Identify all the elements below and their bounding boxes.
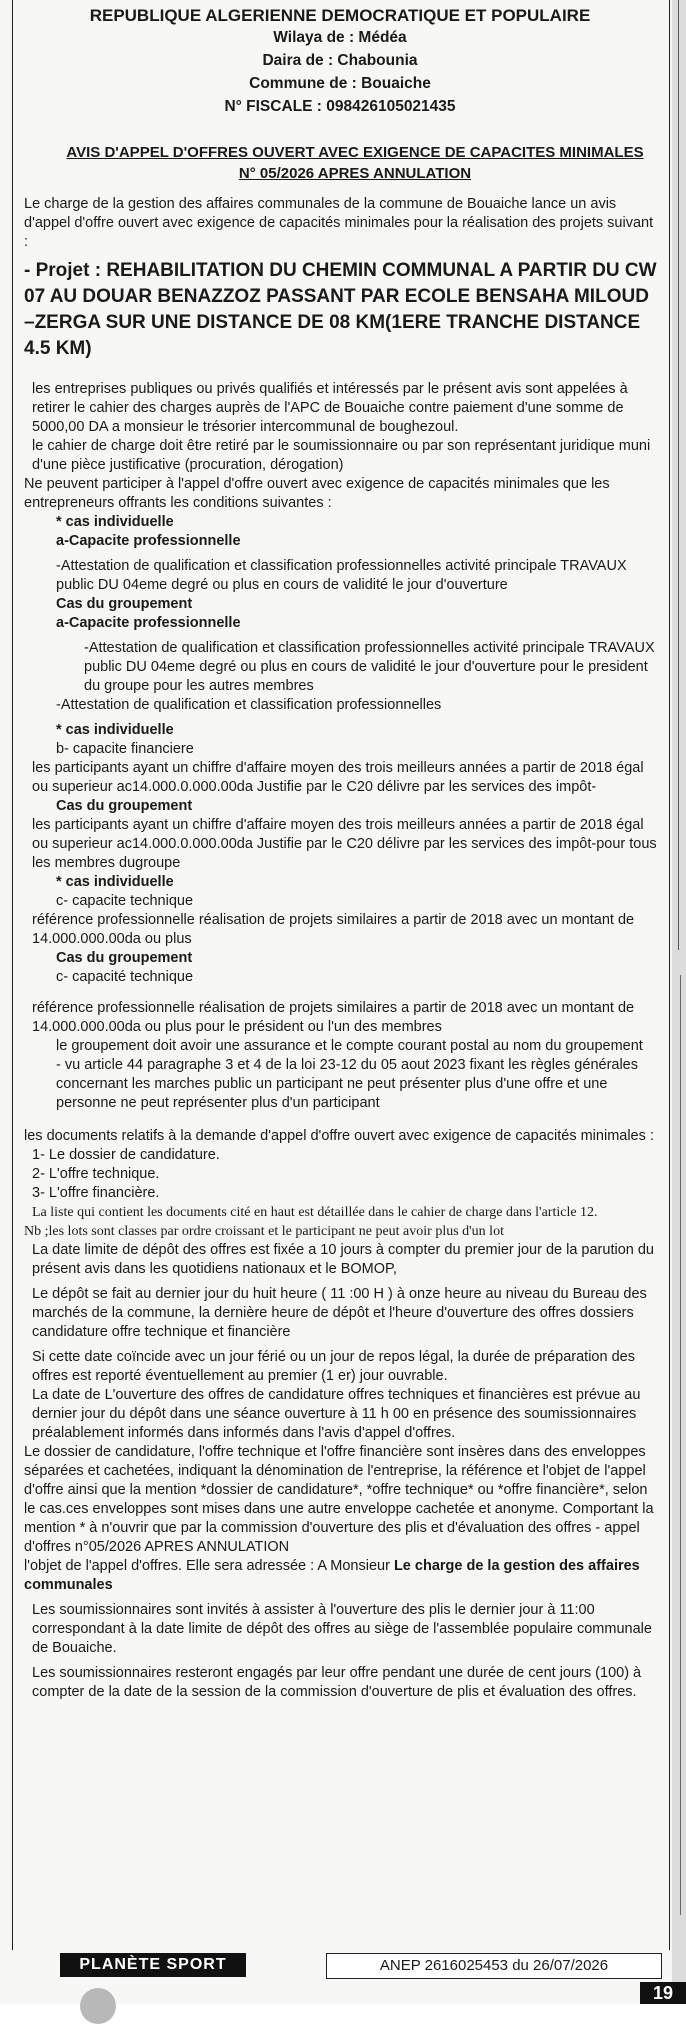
notice-title: AVIS D'APPEL D'OFFRES OUVERT AVEC EXIGENCE DE CAPACITES MINIMALES N° 05/2026 APRES ANNULATION bbox=[66, 144, 644, 182]
paragraph: le cahier de charge doit être retiré par le soumissionnaire ou par son représentant juridique muni d'une pièce justificative (procuration, dérogation) bbox=[32, 438, 651, 473]
paragraph: Les soumissionnaires resteront engagés par leur offre pendant une durée de cent jours (100) à compter de la date de la session de la commission d'ouverture de plis et évaluation des offres. bbox=[32, 1665, 642, 1700]
paragraph: -Attestation de qualification et classification professionnelles bbox=[56, 697, 442, 713]
column-divider bbox=[680, 975, 681, 1915]
subheading: Cas du groupement bbox=[56, 596, 193, 612]
subheading: * cas individuelle bbox=[56, 722, 174, 738]
paragraph: Les soumissionnaires sont invités à assister à l'ouverture des plis le dernier jour à 11:00 correspondant à la date limite de dépôt des offres au siège de l'assemblée populaire communale de Bouaiche. bbox=[32, 1602, 652, 1656]
subheading: b- capacite financiere bbox=[56, 741, 194, 757]
paragraph bbox=[24, 1557, 660, 1595]
subheading: * cas individuelle bbox=[56, 874, 174, 890]
section-label: PLANÈTE SPORT bbox=[60, 1953, 246, 1977]
country-line: REPUBLIQUE ALGERIENNE DEMOCRATIQUE ET POPULAIRE bbox=[89, 6, 591, 25]
wilaya-line: Wilaya de : Médéa bbox=[273, 29, 407, 46]
paragraph: les participants ayant un chiffre d'affaire moyen des trois meilleurs années a partir de 2018 égal ou superieur ac14.000.0.000.00da Justifie par le C20 délivre par les services des impôt-pour tous les membres dugroupe bbox=[32, 817, 657, 871]
paragraph: le groupement doit avoir une assurance et le compte courant postal au nom du groupement bbox=[56, 1038, 643, 1054]
paragraph: référence professionnelle réalisation de projets similaires a partir de 2018 avec un montant de 14.000.000.00da ou plus bbox=[32, 912, 635, 947]
paragraph: -Attestation de qualification et classification professionnelles activité principale TRAVAUX public DU 04eme degré ou plus en cours de validité le jour d'ouverture bbox=[56, 558, 627, 593]
paragraph: Si cette date coïncide avec un jour férié ou un jour de repos légal, la durée de préparation des offres est reporté éventuellement au premier (1 er) jour ouvrable. bbox=[32, 1349, 635, 1384]
project-title: - Projet : REHABILITATION DU CHEMIN COMMUNAL A PARTIR DU CW 07 AU DOUAR BENAZZOZ PASSANT PAR ECOLE BENSAHA MILOUD –ZERGA SUR UNE DISTANCE DE 08 KM(1ERE TRANCHE DISTANCE 4.5 KM) bbox=[24, 260, 657, 359]
fiscal-line: N° FISCALE : 098426105021435 bbox=[224, 98, 456, 115]
note-paragraph: Nb ;les lots sont classes par ordre croissant et le participant ne peut avoir plus d'un lot bbox=[24, 1224, 504, 1239]
daira-line: Daira de : Chabounia bbox=[262, 52, 418, 69]
paragraph: La date de L'ouverture des offres de candidature offres techniques et financières est prévue au dernier jour du dépôt dans une séance ouverture à 11 h 00 en présence des soumissionnaires préalablement informés dans informés dans l'avis d'appel d'offres. bbox=[32, 1387, 641, 1441]
paragraph: La liste qui contient les documents cité en haut est détaillée dans le cahier de charge dans l'article 12. bbox=[32, 1205, 598, 1220]
document-item: 2- L'offre technique. bbox=[32, 1166, 160, 1182]
notice-body bbox=[24, 195, 660, 1702]
paragraph: référence professionnelle réalisation de projets similaires a partir de 2018 avec un montant de 14.000.000.00da ou plus pour le président ou l'un des membres bbox=[32, 1000, 635, 1035]
subheading: * cas individuelle bbox=[56, 514, 174, 530]
column-divider bbox=[678, 0, 679, 950]
subheading: a-Capacite professionnelle bbox=[56, 615, 241, 631]
subheading: a-Capacite professionnelle bbox=[56, 533, 241, 549]
paragraph: Le dépôt se fait au dernier jour du huit heure ( 11 :00 H ) à onze heure au niveau du Bureau des marchés de la commune, la dernière heure de dépôt et l'heure d'ouverture des offres dossiers candidature offre technique et financière bbox=[32, 1286, 647, 1340]
paragraph: les participants ayant un chiffre d'affaire moyen des trois meilleurs années a partir de 2018 égal ou superieur ac14.000.0.000.00da Justifie par le C20 délivre par les services des impôt- bbox=[32, 760, 644, 795]
document-item: 1- Le dossier de candidature. bbox=[32, 1147, 220, 1163]
paragraph: -Attestation de qualification et classification professionnelles activité principale TRAVAUX public DU 04eme degré ou plus en cours de validité le jour d'ouverture pour le president du groupe pour les autres membres bbox=[84, 640, 655, 694]
document-item: 3- L'offre financière. bbox=[32, 1185, 160, 1201]
intro-paragraph: Le charge de la gestion des affaires communales de la commune de Bouaiche lance un avis d'appel d'offre ouvert avec exigence de capacités minimales pour la réalisation des projets suivant : bbox=[24, 196, 654, 250]
addressee: Le charge de la gestion des affaires communales bbox=[24, 1558, 640, 1593]
decorative-circle bbox=[80, 1988, 116, 2024]
paragraph: Ne peuvent participer à l'appel d'offre ouvert avec exigence de capacités minimales que les entrepreneurs offrants les conditions suivantes : bbox=[24, 476, 610, 511]
notice-header bbox=[14, 0, 666, 118]
paragraph: les entreprises publiques ou privés qualifiés et intéressés par le présent avis sont appelées à retirer le cahier des charges auprès de l'APC de Bouaiche contre paiement d'une somme de 5000,00 DA a monsieur le trésorier intercommunal de boughezoul. bbox=[32, 381, 628, 435]
adjacent-column-strip bbox=[672, 0, 686, 2004]
subheading: c- capacité technique bbox=[56, 969, 194, 985]
commune-line: Commune de : Bouaiche bbox=[249, 75, 431, 92]
paragraph: La date limite de dépôt des offres est fixée a 10 jours à compter du premier jour de la parution du présent avis dans les quotidiens nationaux et le BOMOP, bbox=[32, 1242, 654, 1277]
page-number: 19 bbox=[640, 1982, 686, 2004]
paragraph: - vu article 44 paragraphe 3 et 4 de la loi 23-12 du 05 aout 2023 fixant les règles générales concernant les marches public un participant ne peut présenter plus d'une offre et une personne ne peut représenter plus d'un participant bbox=[56, 1057, 638, 1111]
subheading: c- capacite technique bbox=[56, 893, 194, 909]
anep-reference: ANEP 2616025453 du 26/07/2026 bbox=[326, 1953, 662, 1979]
paragraph-text: l'objet de l'appel d'offres. Elle sera adressée : A Monsieur bbox=[24, 1558, 394, 1574]
paragraph: Le dossier de candidature, l'offre technique et l'offre financière sont insères dans des enveloppes séparées et cachetées, indiquant la dénomination de l'entreprise, la référence et l'objet de l'appel d'offre ainsi que la mention *dossier de candidature*, *offre technique* ou *offre financière*, selon le cas.ces enveloppes sont mises dans une autre enveloppe cachetée et anonyme. Comportant la mention * à n'ouvrir que par la commission d'ouverture des plis et d'évaluation des offres - appel d'offres n°05/2026 APRES ANNULATION bbox=[24, 1444, 654, 1555]
subheading: Cas du groupement bbox=[56, 798, 193, 814]
paragraph: les documents relatifs à la demande d'appel d'offre ouvert avec exigence de capacités minimales : bbox=[24, 1128, 654, 1144]
subheading: Cas du groupement bbox=[56, 950, 193, 966]
